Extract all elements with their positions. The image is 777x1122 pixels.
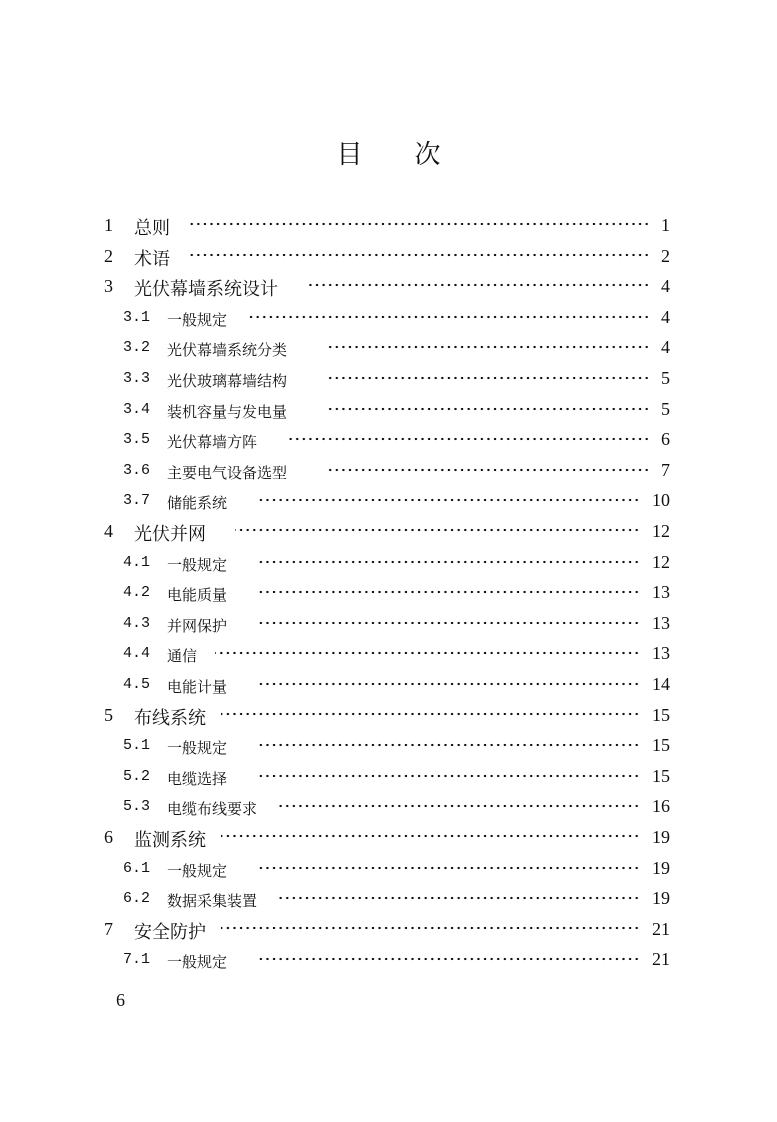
dot-leader xyxy=(276,896,640,900)
toc-entry[interactable] xyxy=(0,792,777,822)
toc-entry-number: 3.3 xyxy=(123,370,151,387)
toc-entry[interactable] xyxy=(0,486,777,516)
dot-leader xyxy=(235,528,640,532)
toc-entry-page: 6 xyxy=(661,429,670,450)
toc-entry-label: 一般规定 xyxy=(167,953,228,972)
toc-entry[interactable] xyxy=(0,364,777,394)
toc-entry[interactable] xyxy=(0,731,777,761)
dot-leader xyxy=(215,651,640,655)
toc-entry[interactable] xyxy=(0,333,777,363)
toc-entry-label: 电能计量 xyxy=(167,678,228,696)
toc-entry-number: 7 xyxy=(104,918,113,939)
dot-leader xyxy=(307,283,650,287)
toc-entry-page: 14 xyxy=(652,674,670,694)
toc-entry-label: 光伏并网 xyxy=(134,524,206,545)
toc-entry-label: 并网保护 xyxy=(167,616,228,635)
toc-entry-label: 一般规定 xyxy=(167,739,228,758)
page-title xyxy=(0,134,777,171)
dot-leader xyxy=(276,804,640,808)
toc-entry-label: 一般规定 xyxy=(167,310,228,329)
toc-entry-label: 电能质量 xyxy=(167,586,228,605)
toc-entry-number: 2 xyxy=(104,245,113,266)
toc-entry-number: 3 xyxy=(104,276,113,297)
toc-entry-page: 4 xyxy=(661,306,670,327)
dot-leader xyxy=(187,253,650,257)
dot-leader xyxy=(257,498,640,502)
toc-entry[interactable] xyxy=(0,823,777,853)
toc-entry-page: 2 xyxy=(661,245,670,266)
toc-entry-label: 电缆选择 xyxy=(167,769,228,788)
toc-entry-page: 15 xyxy=(652,735,670,756)
toc-entry-page: 19 xyxy=(652,827,670,847)
dot-leader xyxy=(221,834,640,838)
toc-entry[interactable] xyxy=(0,517,777,547)
toc-entry[interactable] xyxy=(0,701,777,731)
toc-entry-label: 一般规定 xyxy=(167,861,228,880)
toc-entry[interactable] xyxy=(0,670,777,700)
toc-entry[interactable] xyxy=(0,395,777,425)
toc-entry-number: 4 xyxy=(104,521,113,541)
toc-entry-label: 储能系统 xyxy=(167,494,228,513)
toc-entry-page: 4 xyxy=(661,337,670,358)
dot-leader xyxy=(221,926,640,930)
toc-entry-number: 4.1 xyxy=(123,553,151,571)
toc-entry-page: 5 xyxy=(661,368,670,388)
toc-entry-label: 电缆布线要求 xyxy=(167,800,258,819)
dot-leader xyxy=(221,712,640,716)
toc-entry-number: 4.4 xyxy=(123,645,151,663)
toc-entry-number: 3.7 xyxy=(123,492,151,510)
dot-leader xyxy=(288,437,650,441)
toc-entry-number: 5 xyxy=(104,704,113,725)
dot-leader xyxy=(257,560,640,564)
toc-entry-label: 光伏幕墙系统设计 xyxy=(134,279,278,301)
toc-entry[interactable] xyxy=(0,639,777,669)
toc-entry-page: 15 xyxy=(652,704,670,725)
toc-entry-label: 光伏玻璃幕墙结构 xyxy=(167,372,288,390)
toc-entry-page: 16 xyxy=(652,796,670,817)
toc-entry-label: 装机容量与发电量 xyxy=(167,402,288,421)
toc-entry-page: 21 xyxy=(652,949,670,970)
toc-entry[interactable] xyxy=(0,242,777,272)
toc-entry[interactable] xyxy=(0,578,777,608)
toc-entry[interactable] xyxy=(0,548,777,578)
dot-leader xyxy=(328,468,650,472)
dot-leader xyxy=(257,743,640,747)
toc-entry-label: 布线系统 xyxy=(134,707,206,729)
toc-entry-number: 5.1 xyxy=(123,737,151,755)
toc-entry-page: 7 xyxy=(661,459,670,480)
toc-entry-number: 7.1 xyxy=(123,951,151,969)
toc-entry-number: 5.2 xyxy=(123,767,151,785)
toc-entry-label: 光伏幕墙系统分类 xyxy=(167,341,288,360)
toc-entry-number: 5.3 xyxy=(123,798,151,816)
toc-entry[interactable] xyxy=(0,211,777,241)
toc-entry-page: 13 xyxy=(652,582,670,603)
toc-entry[interactable] xyxy=(0,945,777,975)
toc-entry-number: 4.3 xyxy=(123,614,151,632)
dot-leader xyxy=(328,345,650,349)
page-number-footer: 6 xyxy=(116,990,125,1010)
dot-leader xyxy=(187,222,650,226)
toc-entry-number: 3.4 xyxy=(123,400,151,418)
toc-entry-page: 13 xyxy=(652,612,670,633)
toc-entry-number: 3.6 xyxy=(123,461,151,479)
toc-entry-page: 4 xyxy=(661,276,670,297)
dot-leader xyxy=(328,376,650,380)
toc-entry[interactable] xyxy=(0,762,777,792)
toc-entry-page: 13 xyxy=(652,643,670,664)
toc-entry-label: 安全防护 xyxy=(134,921,206,943)
dot-leader xyxy=(257,621,640,625)
toc-entry-label: 数据采集装置 xyxy=(167,892,258,911)
toc-entry-number: 1 xyxy=(104,215,113,235)
toc-entry-page: 19 xyxy=(652,857,670,878)
toc-entry[interactable] xyxy=(0,456,777,486)
toc-entry-number: 6.1 xyxy=(123,859,151,877)
toc-entry-label: 总则 xyxy=(134,218,170,239)
toc-entry-number: 3.1 xyxy=(123,308,151,326)
toc-entry[interactable] xyxy=(0,609,777,639)
toc-entry-label: 光伏幕墙方阵 xyxy=(167,433,258,452)
dot-leader xyxy=(257,866,640,870)
toc-entry-number: 3.5 xyxy=(123,431,151,449)
toc-entry-label: 监测系统 xyxy=(134,830,206,851)
toc-entry[interactable] xyxy=(0,854,777,884)
dot-leader xyxy=(328,407,650,411)
toc-entry-page: 1 xyxy=(661,215,670,235)
toc-entry-number: 6 xyxy=(104,827,113,847)
toc-entry-number: 3.2 xyxy=(123,339,151,357)
toc-entry-label: 术语 xyxy=(134,248,170,270)
toc-entry-page: 10 xyxy=(652,490,670,511)
toc-entry[interactable] xyxy=(0,303,777,333)
title-char-1: 目 xyxy=(336,140,363,170)
dot-leader xyxy=(257,590,640,594)
toc-entry-page: 21 xyxy=(652,918,670,939)
toc-entry-page: 15 xyxy=(652,765,670,786)
dot-leader xyxy=(257,682,640,686)
toc-entry[interactable] xyxy=(0,884,777,914)
title-char-2: 次 xyxy=(414,140,441,170)
toc-entry[interactable] xyxy=(0,915,777,945)
toc-entry[interactable] xyxy=(0,272,777,302)
toc-entry-number: 4.2 xyxy=(123,584,151,602)
toc-entry-page: 12 xyxy=(652,551,670,572)
toc-entry[interactable] xyxy=(0,425,777,455)
toc-entry-number: 6.2 xyxy=(123,890,151,908)
toc-entry-label: 主要电气设备选型 xyxy=(167,463,288,482)
dot-leader xyxy=(257,957,640,961)
toc-entry-page: 12 xyxy=(652,521,670,541)
dot-leader xyxy=(247,315,650,319)
toc-entry-label: 一般规定 xyxy=(167,555,228,574)
dot-leader xyxy=(257,774,640,778)
toc-entry-number: 4.5 xyxy=(123,676,151,693)
toc-entry-page: 19 xyxy=(652,888,670,909)
toc-entry-label: 通信 xyxy=(167,647,198,666)
toc-entry-page: 5 xyxy=(661,398,670,419)
